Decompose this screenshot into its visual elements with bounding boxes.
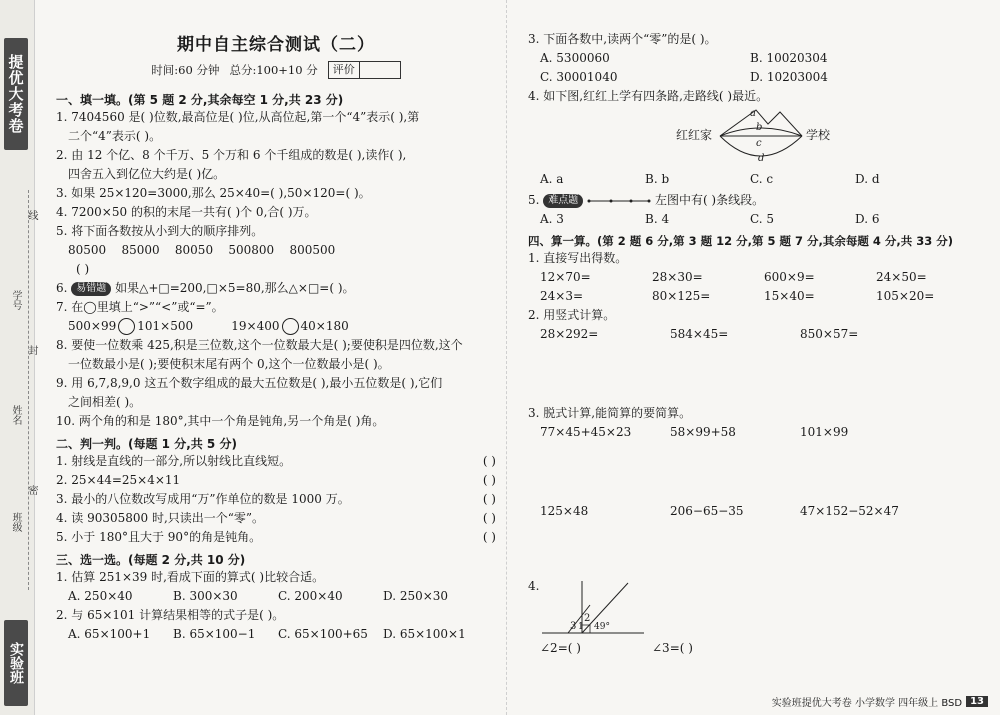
option[interactable]: B. 10020304	[750, 51, 828, 65]
option[interactable]: A. a	[540, 172, 564, 186]
page-title: 期中自主综合测试（二）	[177, 35, 375, 55]
judge-paren[interactable]: ( )	[482, 511, 496, 525]
step-calc: 58×99+58	[670, 425, 736, 439]
mental-calc: 24×50=	[876, 270, 927, 284]
compare-circle[interactable]	[282, 318, 299, 335]
step-calc: 101×99	[800, 425, 849, 439]
q6-text: 如果△+□=200,□×5=80,那么△×□=( )。	[111, 281, 355, 295]
calc-q3-row2	[528, 502, 988, 521]
fill-q9-line2: 之间相差( )。	[68, 395, 142, 409]
judge-item	[56, 509, 496, 528]
route-diagram	[528, 106, 988, 168]
step-calc: 77×45+45×23	[540, 425, 632, 439]
choose-q2: 2. 与 65×101 计算结果相等的式子是( )。	[56, 608, 285, 622]
angle-label: 3	[570, 621, 577, 632]
choose-q5	[528, 191, 988, 210]
judge-text: 5. 小于 180°且大于 90°的角是钝角。	[56, 530, 262, 544]
calc-q3-row1	[528, 423, 988, 442]
calc-q1-row2	[528, 287, 988, 306]
fill-q2-line2: 四舍五入到亿位大约是( )亿。	[68, 167, 226, 181]
eval-label: 评价	[329, 62, 360, 78]
eval-input[interactable]	[360, 62, 400, 78]
choose-q4: 4. 如下图,红红上学有四条路,走路线( )最近。	[528, 89, 769, 103]
vertical-calc: 584×45=	[670, 327, 729, 341]
option[interactable]: D. 250×30	[383, 589, 449, 603]
fill-q5: 5. 将下面各数按从小到大的顺序排列。	[56, 224, 264, 238]
judge-item	[56, 471, 496, 490]
choose-q3-options	[528, 49, 988, 87]
route-paths	[718, 106, 804, 168]
option[interactable]: C. 30001040	[540, 70, 618, 84]
mental-calc: 28×30=	[652, 270, 703, 284]
mental-calc: 12×70=	[540, 270, 591, 284]
judge-item	[56, 528, 496, 547]
q5-num: 500800	[228, 243, 275, 257]
spine-mark-seal: 封	[26, 345, 37, 355]
q5-num: 80050	[174, 243, 214, 257]
angle-label: 1	[578, 622, 584, 632]
segment-figure	[587, 196, 651, 206]
mental-calc: 105×20=	[876, 289, 935, 303]
fill-q1-line1: 1. 7404560 是( )位数,最高位是( )位,从高位起,第一个“4”表示( ),第	[56, 110, 420, 124]
fill-q7: 7. 在◯里填上“>”“<”或“=”。	[56, 300, 224, 314]
time-limit: 时间:60 分钟	[151, 63, 220, 77]
spine-field-id: 学号	[10, 290, 21, 310]
option[interactable]: A. 5300060	[540, 51, 610, 65]
angle-label: 2	[584, 613, 591, 624]
left-column	[56, 30, 496, 644]
label-school: 学校	[806, 128, 831, 142]
option[interactable]: B. 65×100−1	[173, 627, 256, 641]
step-calc: 125×48	[540, 504, 589, 518]
choose-q1-options	[56, 587, 496, 606]
option[interactable]: C. 65×100+65	[278, 627, 368, 641]
option[interactable]: A. 3	[540, 212, 564, 226]
fill-q1-line2: 二个“4”表示( )。	[68, 129, 162, 143]
spine-brand-bottom: 实验班	[4, 620, 28, 706]
option[interactable]: A. 65×100+1	[68, 627, 151, 641]
calc-q1: 1. 直接写出得数。	[528, 251, 628, 265]
fill-q8-line1: 8. 要使一位数乘 425,积是三位数,这个一位数最大是( );要使积是四位数,这个	[56, 338, 463, 352]
compare-circle[interactable]	[118, 318, 135, 335]
judge-paren[interactable]: ( )	[482, 530, 496, 544]
fill-q8-line2: 一位数最小是( );要使积末尾有两个 0,这个一位数最小是( )。	[68, 357, 390, 371]
fill-q6	[56, 279, 496, 298]
q5-num: 85000	[121, 243, 160, 257]
work-space[interactable]	[528, 521, 988, 577]
mental-calc: 24×3=	[540, 289, 584, 303]
spine-mark-line: 线	[26, 210, 37, 220]
fill-q3: 3. 如果 25×120=3000,那么 25×40=( ),50×120=( )。	[56, 186, 371, 200]
option[interactable]: D. d	[855, 172, 880, 186]
option[interactable]: B. 4	[645, 212, 670, 226]
judge-item	[56, 490, 496, 509]
route-label: d	[758, 153, 765, 164]
vertical-calc: 850×57=	[800, 327, 859, 341]
option[interactable]: C. 5	[750, 212, 775, 226]
choose-q5-options	[528, 210, 988, 229]
fill-q5-answer: ( )	[76, 262, 90, 276]
fill-q2-line1: 2. 由 12 个亿、8 个千万、5 个万和 6 个千组成的数是( ),读作( ),	[56, 148, 407, 162]
q5-text: 左图中有( )条线段。	[654, 193, 765, 207]
choose-q3: 3. 下面各数中,读两个“零”的是( )。	[528, 32, 717, 46]
page-footer	[772, 694, 988, 709]
q7-expr: 500×99	[68, 319, 117, 333]
work-space[interactable]	[528, 442, 988, 502]
page-fold	[506, 0, 507, 715]
option[interactable]: C. 200×40	[278, 589, 343, 603]
fill-q9-line1: 9. 用 6,7,8,9,0 这五个数字组成的最大五位数是( ),最小五位数是( ),它们	[56, 376, 443, 390]
total-score: 总分:100+10 分	[229, 63, 318, 77]
calc-q1-row1	[528, 268, 988, 287]
angle-figure	[540, 579, 650, 639]
spine-brand-top: 提优大考卷	[4, 38, 28, 150]
judge-text: 1. 射线是直线的一部分,所以射线比直线短。	[56, 454, 292, 468]
choose-q4-options	[528, 170, 988, 189]
option[interactable]: B. b	[645, 172, 670, 186]
section-judge: 二、判一判。(每题 1 分,共 5 分)	[56, 437, 237, 451]
fill-q4: 4. 7200×50 的积的末尾一共有( )个 0,合( )万。	[56, 205, 317, 219]
angle2-answer: ∠2=( )	[540, 641, 581, 655]
judge-text: 3. 最小的八位数改写成用“万”作单位的数是 1000 万。	[56, 492, 350, 506]
exam-meta	[56, 61, 496, 79]
q7-expr: 101×500	[137, 319, 194, 333]
mental-calc: 15×40=	[764, 289, 815, 303]
section-choose: 三、选一选。(每题 2 分,共 10 分)	[56, 553, 246, 567]
angle-question	[528, 577, 988, 657]
spine-mark-secret: 密	[26, 485, 37, 495]
judge-text: 4. 读 90305800 时,只读出一个“零”。	[56, 511, 265, 525]
spine-field-class: 班级	[10, 512, 21, 532]
section-fill: 一、填一填。(第 5 题 2 分,其余每空 1 分,共 23 分)	[56, 93, 344, 107]
vertical-calc: 28×292=	[540, 327, 599, 341]
choose-q2-options	[56, 625, 496, 644]
page-number: 13	[966, 696, 988, 707]
step-calc: 47×152−52×47	[800, 504, 899, 518]
calc-q3: 3. 脱式计算,能简算的要简算。	[528, 406, 692, 420]
binding-spine	[0, 0, 35, 715]
route-label: b	[756, 122, 763, 133]
judge-paren[interactable]: ( )	[482, 454, 496, 468]
option[interactable]: D. 65×100×1	[383, 627, 466, 641]
option[interactable]: D. 10203004	[750, 70, 828, 84]
judge-paren[interactable]: ( )	[482, 492, 496, 506]
right-column	[528, 30, 988, 657]
angle-value: 49°	[594, 622, 610, 632]
difficult-badge: 难点题	[543, 194, 583, 208]
footer-text: 实验班提优大考卷 小学数学 四年级上 BSD	[771, 698, 963, 709]
q7-expr: 40×180	[300, 319, 349, 333]
option[interactable]: A. 250×40	[68, 589, 133, 603]
error-prone-badge: 易错题	[71, 282, 111, 296]
q5-num: 80500	[68, 243, 107, 257]
q5-num: 800500	[289, 243, 336, 257]
route-label: a	[750, 108, 756, 119]
label-home: 红红家	[676, 128, 713, 142]
section-calc: 四、算一算。(第 2 题 6 分,第 3 题 12 分,第 5 题 7 分,其余每题 4 分,共 33 分)	[528, 234, 954, 248]
calc-q2: 2. 用竖式计算。	[528, 308, 616, 322]
angle3-answer: ∠3=( )	[652, 641, 693, 655]
mental-calc: 80×125=	[652, 289, 711, 303]
fill-q10: 10. 两个角的和是 180°,其中一个角是钝角,另一个角是( )角。	[56, 414, 385, 428]
calc-q2-row	[528, 325, 988, 344]
judge-text: 2. 25×44=25×4×11	[56, 473, 181, 487]
spine-field-name: 姓名	[10, 405, 21, 425]
fill-q5-numbers	[56, 241, 496, 260]
route-label: c	[756, 138, 762, 149]
option[interactable]: B. 300×30	[173, 589, 238, 603]
option[interactable]: D. 6	[855, 212, 880, 226]
angle-q-number: 4.	[528, 579, 540, 593]
option[interactable]: C. c	[750, 172, 774, 186]
eval-box	[328, 61, 401, 79]
q7-expr: 19×400	[231, 319, 280, 333]
step-calc: 206−65−35	[670, 504, 744, 518]
fill-q7-compare	[56, 317, 496, 336]
q5-number: 5.	[528, 193, 540, 207]
choose-q1: 1. 估算 251×39 时,看成下面的算式( )比较合适。	[56, 570, 325, 584]
judge-item	[56, 452, 496, 471]
work-space[interactable]	[528, 344, 988, 404]
q6-number: 6.	[56, 281, 68, 295]
cut-line	[28, 190, 29, 590]
mental-calc: 600×9=	[764, 270, 815, 284]
judge-paren[interactable]: ( )	[482, 473, 496, 487]
